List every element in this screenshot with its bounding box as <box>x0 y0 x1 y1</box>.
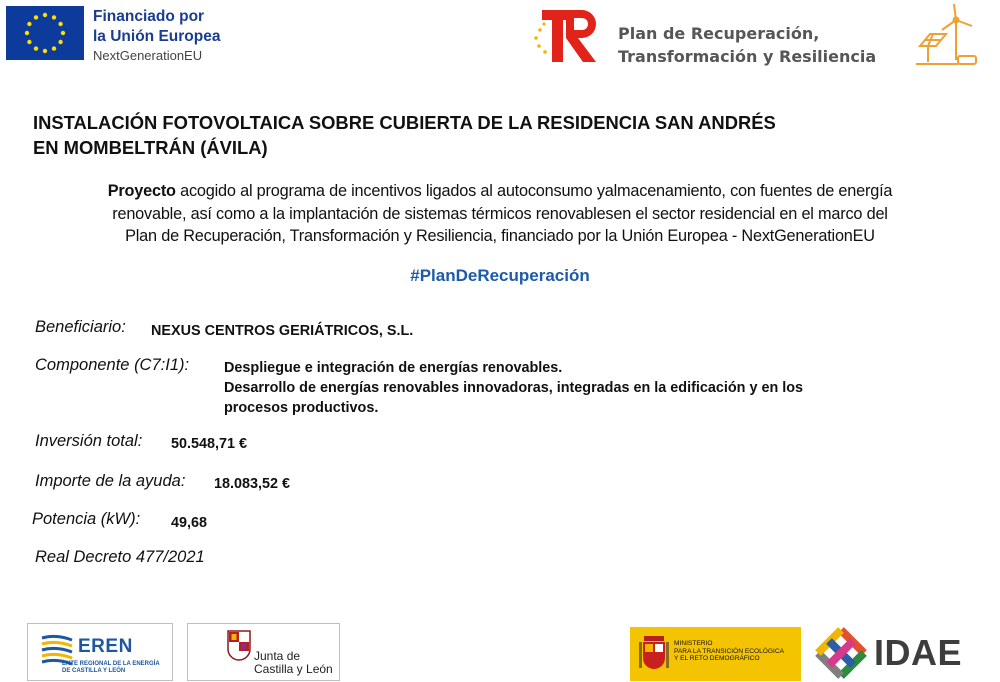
jcyl-line-2: Castilla y León <box>254 662 333 676</box>
eren-sub-1: ENTE REGIONAL DE LA ENERGÍA <box>62 661 160 667</box>
jcyl-text <box>254 650 333 676</box>
title-line-2: EN MOMBELTRÁN (ÁVILA) <box>33 137 268 158</box>
potencia-label: Potencia (kW): <box>32 510 141 528</box>
beneficiario-value: NEXUS CENTROS GERIÁTRICOS, S.L. <box>151 323 414 339</box>
eren-subtitle <box>62 661 160 675</box>
importe-value: 18.083,52 € <box>214 476 291 492</box>
beneficiario-label: Beneficiario: <box>35 318 126 336</box>
inversion-label: Inversión total: <box>35 432 143 450</box>
trr-logo-icon <box>530 4 604 66</box>
jcyl-logo <box>187 623 340 681</box>
description-line-1-text: acogido al programa de incentivos ligados al autoconsumo yalmacenamiento, con fuentes de energía <box>175 182 893 200</box>
jcyl-shield-icon <box>226 629 252 663</box>
componente-line-1: Despliegue e integración de energías renovables. <box>224 360 563 376</box>
title-line-1: INSTALACIÓN FOTOVOLTAICA SOBRE CUBIERTA DE LA RESIDENCIA SAN ANDRÉS <box>33 112 776 133</box>
plan-line-2: Transformación y Resiliencia <box>618 47 877 66</box>
importe-label: Importe de la ayuda: <box>35 472 186 490</box>
spain-coat-of-arms-icon <box>638 632 670 676</box>
project-description <box>20 180 980 248</box>
hashtag: #PlanDeRecuperación <box>410 266 590 285</box>
eu-line-3: NextGenerationEU <box>93 48 203 63</box>
plan-recuperacion-text <box>618 22 876 68</box>
componente-line-3: procesos productivos. <box>224 400 379 416</box>
eren-name: EREN <box>78 636 133 657</box>
description-lead: Proyecto <box>107 182 176 200</box>
eu-line-2: la Unión Europea <box>93 28 221 45</box>
eu-funding-text <box>93 7 220 65</box>
componente-value <box>224 358 803 418</box>
plan-line-1: Plan de Recuperación, <box>618 24 820 43</box>
idae-knot-icon <box>814 626 868 680</box>
componente-label: Componente (C7:I1): <box>35 356 190 374</box>
idae-text: IDAE <box>874 632 963 673</box>
componente-line-2: Desarrollo de energías renovables innovadoras, integradas en la edificación y en los <box>224 380 804 396</box>
eren-logo <box>27 623 173 681</box>
description-line-2: renovable, así como a la implantación de sistemas térmicos renovablesen el sector residencial en el marco del <box>112 204 888 223</box>
inversion-value: 50.548,71 € <box>171 436 248 452</box>
ministerio-logo <box>630 627 801 681</box>
ministerio-line-3: Y EL RETO DEMOGRÁFICO <box>674 655 760 662</box>
idae-logo <box>812 624 988 682</box>
potencia-value: 49,68 <box>171 515 208 531</box>
eren-sub-2: DE CASTILLA Y LEÓN <box>62 668 126 674</box>
ministerio-line-2: PARA LA TRANSICIÓN ECOLÓGICA <box>674 647 785 655</box>
windmill-solar-icon <box>912 2 980 68</box>
jcyl-line-1: Junta de <box>254 649 301 663</box>
project-title <box>33 110 963 160</box>
description-line-3: Plan de Recuperación, Transformación y Resiliencia, financiado por la Unión Europea - NextGenerationEU <box>125 227 875 245</box>
description-line-1 <box>20 180 980 203</box>
eu-line-1: Financiado por <box>93 8 205 25</box>
real-decreto: Real Decreto 477/2021 <box>35 548 205 566</box>
ministerio-line-1: MINISTERIO <box>674 640 713 647</box>
ministerio-text <box>674 640 784 663</box>
eu-flag-icon <box>6 6 84 60</box>
